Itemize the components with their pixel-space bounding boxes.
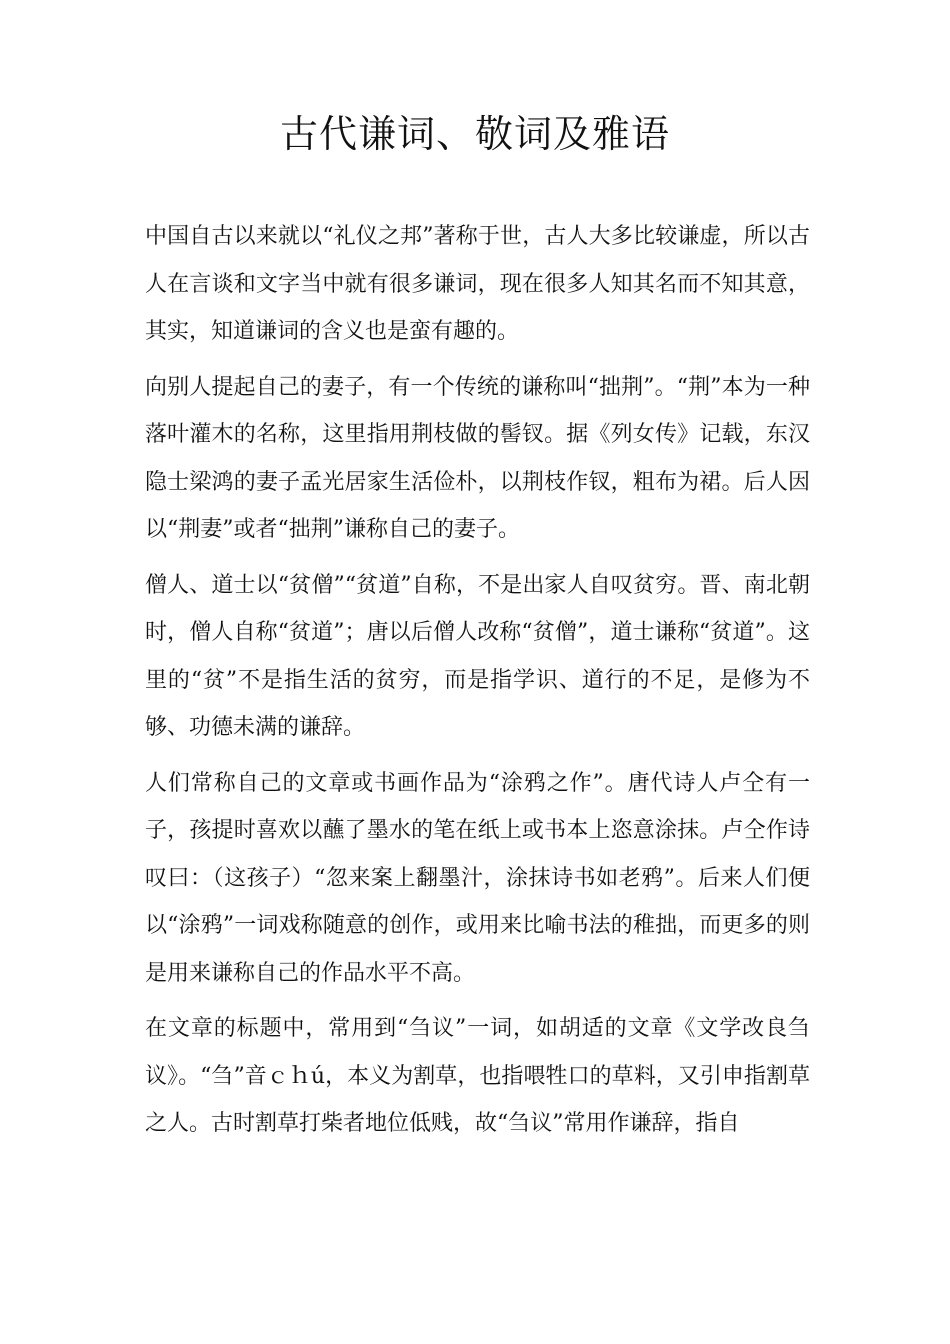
paragraph-chuyi: 在文章的标题中，常用到“刍议”一词，如胡适的文章《文学改良刍议》。“刍”音ｃｈú，本义为割草，也指喂牲口的草料，又引申指割草之人。古时割草打柴者地位低贱，故“刍议”常用作谦辞，指自 — [145, 1016, 810, 1136]
paragraph-zhuojing: 向别人提起自己的妻子，有一个传统的谦称叫“拙荆”。“荆”本为一种落叶灌木的名称，这里指用荆枝做的髻钗。据《列女传》记载，东汉隐士梁鸿的妻子孟光居家生活俭朴，以荆枝作钗，粗布为裙。后人因以“荆妻”或者“拙荆”谦称自己的妻子。 — [145, 374, 810, 542]
paragraph-pinseng: 僧人、道士以“贫僧”“贫道”自称，不是出家人自叹贫穷。晋、南北朝时，僧人自称“贫道”；唐以后僧人改称“贫僧”，道士谦称“贫道”。这里的“贫”不是指生活的贫穷，而是指学识、道行的不足，是修为不够、功德未满的谦辞。 — [145, 572, 810, 740]
paragraph-tuya: 人们常称自己的文章或书画作品为“涂鸦之作”。唐代诗人卢仝有一子，孩提时喜欢以蘸了墨水的笔在纸上或书本上恣意涂抹。卢仝作诗叹曰：（这孩子）“忽来案上翻墨汁，涂抹诗书如老鸦”。后来人们便以“涂鸦”一词戏称随意的创作，或用来比喻书法的稚拙，而更多的则是用来谦称自己的作品水平不高。 — [145, 770, 810, 986]
document-body — [145, 213, 810, 1156]
document-title: 古代谦词、敬词及雅语 — [279, 112, 670, 156]
paragraph-intro: 中国自古以来就以“礼仪之邦”著称于世，古人大多比较谦虚，所以古人在言谈和文字当中就有很多谦词，现在很多人知其名而不知其意，其实，知道谦词的含义也是蛮有趣的。 — [145, 224, 810, 344]
